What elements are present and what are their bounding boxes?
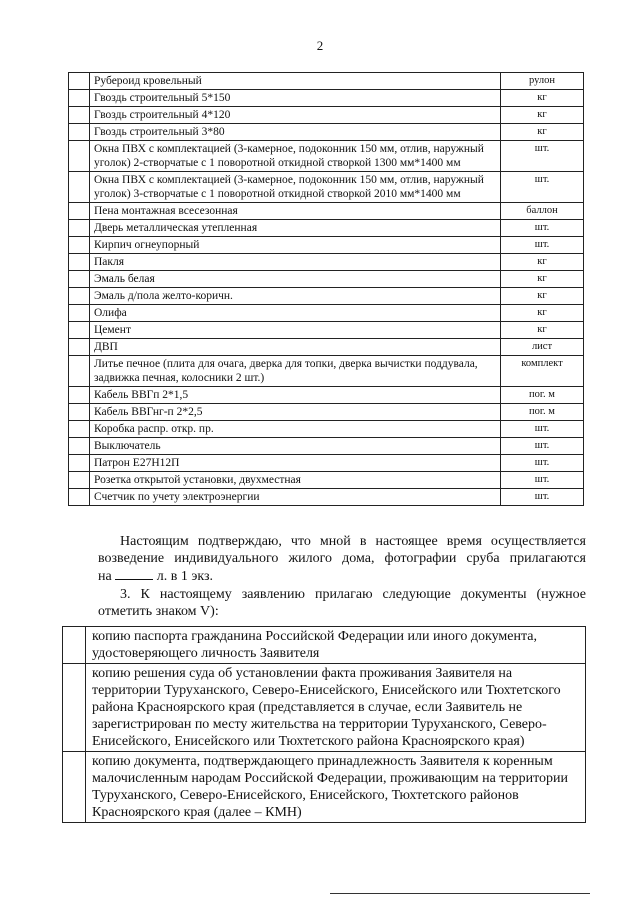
material-name: Рубероид кровельный: [90, 73, 501, 90]
documents-checklist: [62, 626, 586, 823]
paragraph-line: 3. К настоящему заявлению прилагаю следующие документы (нужное: [120, 587, 586, 602]
material-name: Гвоздь строительный 5*150: [90, 90, 501, 107]
material-unit: шт.: [501, 421, 584, 438]
table-row: [69, 141, 584, 172]
material-name: Кабель ВВГнг-п 2*2,5: [90, 404, 501, 421]
row-blank-cell: [69, 455, 90, 472]
material-name: Литье печное (плита для очага, дверка для топки, дверка вычистки поддувала, задвижка печная, колосники 2 шт.): [90, 356, 501, 387]
material-name: Окна ПВХ с комплектацией (3-камерное, подоконник 150 мм, отлив, наружный уголок) 2-створчатые с 1 поворотной откидной створкой 1300 мм*1400 мм: [90, 141, 501, 172]
row-blank-cell: [69, 472, 90, 489]
row-blank-cell: [69, 322, 90, 339]
document-text: копию документа, подтверждающего принадлежность Заявителя к коренным малочисленным народам Российской Федерации, проживающим на территории Туруханского, Северо-Енисейского, Енисейского, Тюхтетского районов Красноярского края (далее – КМН): [86, 752, 586, 823]
document-text: копию решения суда об установлении факта проживания Заявителя на территории Туруханского, Северо-Енисейского, Енисейского или Тюхтетского района Красноярского края (представляется в случае, если Заявитель не зарегистрирован по месту жительства на территории Туруханского, Северо-Енисейского, Енисейского или Тюхтетского района Красноярского края): [86, 664, 586, 752]
list-item: [63, 752, 586, 823]
material-name: Пакля: [90, 254, 501, 271]
material-name: Дверь металлическая утепленная: [90, 220, 501, 237]
table-row: [69, 438, 584, 455]
material-name: Пена монтажная всесезонная: [90, 203, 501, 220]
material-name: Цемент: [90, 322, 501, 339]
table-row: [69, 339, 584, 356]
table-row: [69, 322, 584, 339]
table-row: [69, 421, 584, 438]
material-unit: шт.: [501, 455, 584, 472]
page-number: 2: [316, 38, 324, 53]
row-blank-cell: [69, 124, 90, 141]
table-row: [69, 404, 584, 421]
material-unit: кг: [501, 271, 584, 288]
material-unit: баллон: [501, 203, 584, 220]
material-name: Патрон Е27Н12П: [90, 455, 501, 472]
check-cell[interactable]: [63, 627, 86, 664]
table-row: [69, 254, 584, 271]
material-unit: рулон: [501, 73, 584, 90]
paragraph-line: возведение индивидуального жилого дома, фотографии сруба прилагаются: [98, 551, 586, 566]
row-blank-cell: [69, 288, 90, 305]
check-cell[interactable]: [63, 664, 86, 752]
table-row: [69, 387, 584, 404]
row-blank-cell: [69, 254, 90, 271]
material-name: Кабель ВВГп 2*1,5: [90, 387, 501, 404]
material-name: Коробка распр. откр. пр.: [90, 421, 501, 438]
material-name: Счетчик по учету электроэнергии: [90, 489, 501, 506]
row-blank-cell: [69, 305, 90, 322]
table-row: [69, 489, 584, 506]
material-unit: кг: [501, 288, 584, 305]
material-unit: лист: [501, 339, 584, 356]
material-name: Эмаль белая: [90, 271, 501, 288]
table-row: [69, 107, 584, 124]
paragraph-line: Настоящим подтверждаю, что мной в настоящее время осуществляется: [120, 534, 586, 549]
confirmation-paragraph: [98, 533, 586, 585]
pages-suffix: л. в 1 экз.: [156, 569, 213, 584]
paragraph-line: [98, 567, 586, 585]
material-unit: кг: [501, 322, 584, 339]
row-blank-cell: [69, 387, 90, 404]
row-blank-cell: [69, 220, 90, 237]
row-blank-cell: [69, 141, 90, 172]
row-blank-cell: [69, 339, 90, 356]
table-row: [69, 271, 584, 288]
material-unit: шт.: [501, 472, 584, 489]
material-unit: шт.: [501, 141, 584, 172]
table-row: [69, 73, 584, 90]
material-name: Кирпич огнеупорный: [90, 237, 501, 254]
row-blank-cell: [69, 271, 90, 288]
material-name: ДВП: [90, 339, 501, 356]
material-name: Гвоздь строительный 4*120: [90, 107, 501, 124]
check-cell[interactable]: [63, 752, 86, 823]
material-unit: кг: [501, 90, 584, 107]
table-row: [69, 288, 584, 305]
table-row: [69, 455, 584, 472]
table-row: [69, 356, 584, 387]
row-blank-cell: [69, 90, 90, 107]
material-unit: шт.: [501, 172, 584, 203]
row-blank-cell: [69, 489, 90, 506]
row-blank-cell: [69, 438, 90, 455]
material-unit: кг: [501, 254, 584, 271]
row-blank-cell: [69, 203, 90, 220]
material-unit: комплект: [501, 356, 584, 387]
table-row: [69, 172, 584, 203]
material-name: Олифа: [90, 305, 501, 322]
bottom-divider: [330, 893, 590, 894]
material-unit: кг: [501, 305, 584, 322]
material-unit: шт.: [501, 489, 584, 506]
material-unit: кг: [501, 124, 584, 141]
material-name: Розетка открытой установки, двухместная: [90, 472, 501, 489]
material-unit: пог. м: [501, 387, 584, 404]
table-row: [69, 203, 584, 220]
row-blank-cell: [69, 107, 90, 124]
row-blank-cell: [69, 421, 90, 438]
material-name: Эмаль д/пола желто-коричн.: [90, 288, 501, 305]
material-unit: кг: [501, 107, 584, 124]
table-row: [69, 124, 584, 141]
list-item: [63, 627, 586, 664]
material-unit: шт.: [501, 220, 584, 237]
row-blank-cell: [69, 356, 90, 387]
table-row: [69, 305, 584, 322]
table-row: [69, 237, 584, 254]
material-unit: шт.: [501, 438, 584, 455]
table-row: [69, 90, 584, 107]
list-item: [63, 664, 586, 752]
material-name: Выключатель: [90, 438, 501, 455]
paragraph-line: отметить знаком V):: [98, 604, 219, 619]
materials-table: [68, 72, 584, 506]
pages-prefix: на: [98, 569, 112, 584]
row-blank-cell: [69, 404, 90, 421]
row-blank-cell: [69, 73, 90, 90]
row-blank-cell: [69, 172, 90, 203]
document-text: копию паспорта гражданина Российской Федерации или иного документа, удостоверяющего личность Заявителя: [86, 627, 586, 664]
pages-count-blank[interactable]: [115, 567, 153, 580]
material-name: Гвоздь строительный 3*80: [90, 124, 501, 141]
material-unit: шт.: [501, 237, 584, 254]
material-unit: пог. м: [501, 404, 584, 421]
material-name: Окна ПВХ с комплектацией (3-камерное, подоконник 150 мм, отлив, наружный уголок) 3-створчатые с 1 поворотной откидной створкой 2010 мм*1400 мм: [90, 172, 501, 203]
table-row: [69, 472, 584, 489]
table-row: [69, 220, 584, 237]
row-blank-cell: [69, 237, 90, 254]
attachments-paragraph: [98, 586, 586, 620]
